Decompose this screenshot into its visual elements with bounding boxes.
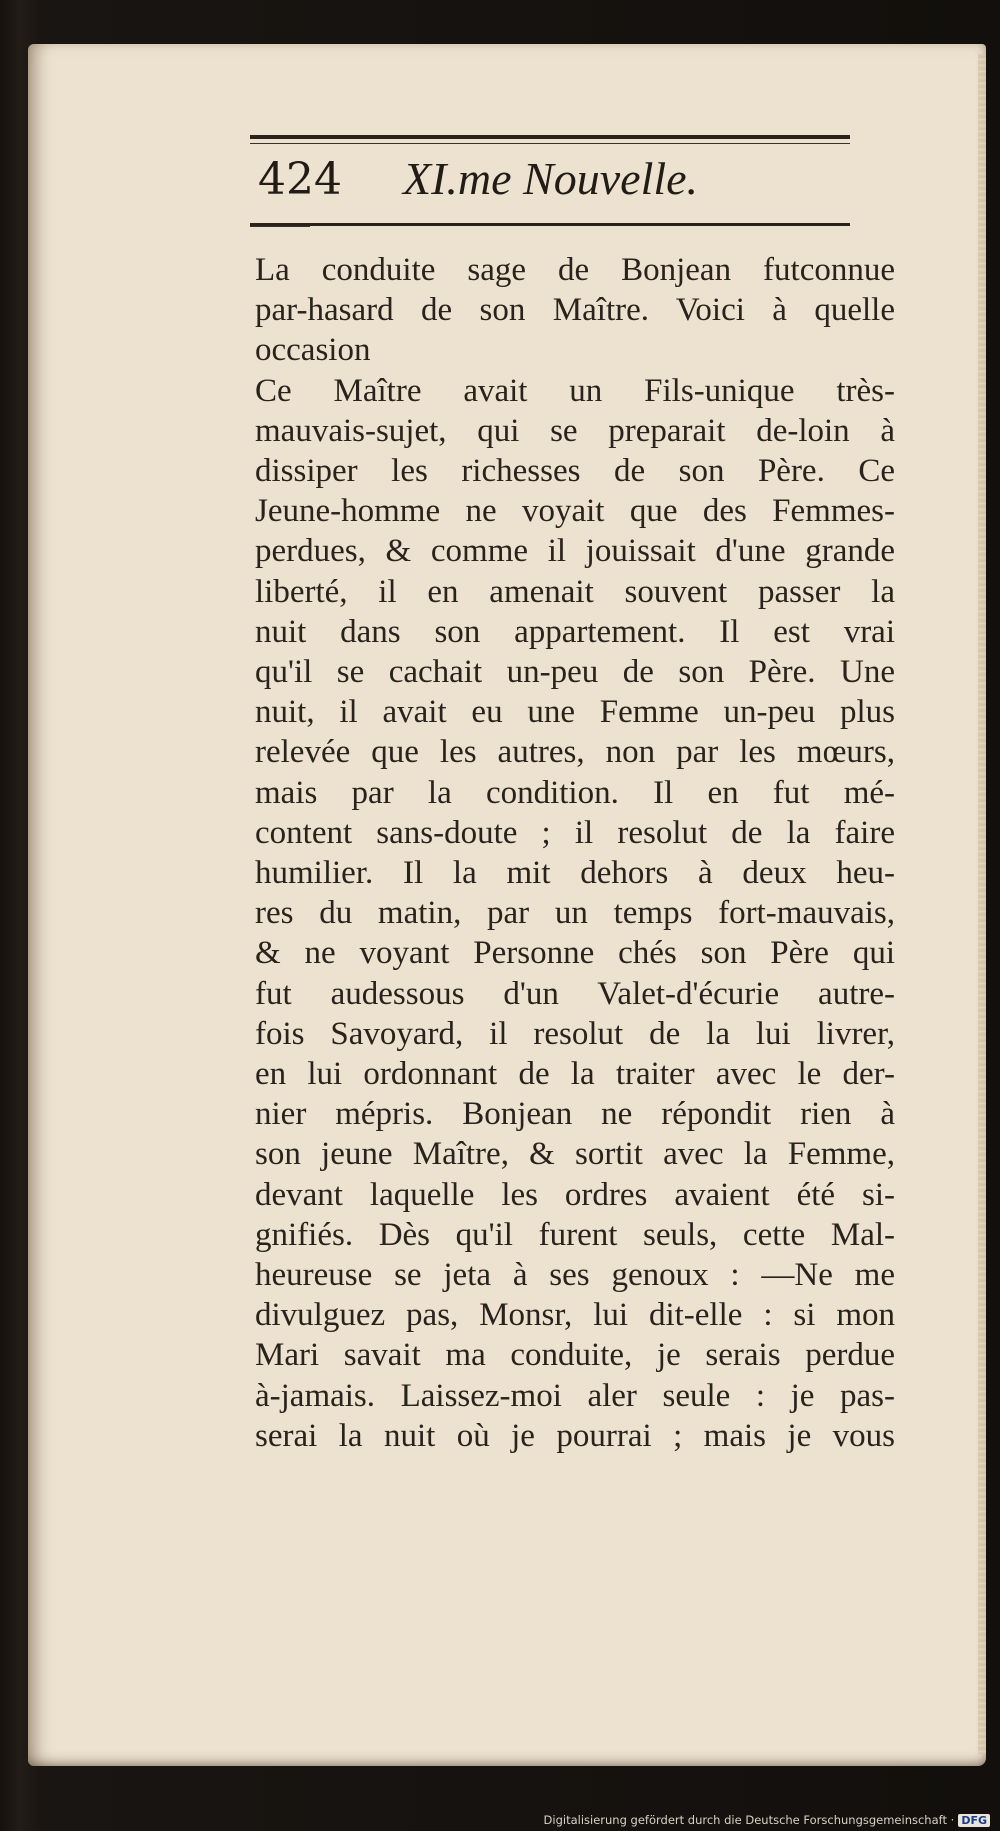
text-line: son jeune Maître, & sortit avec la Femme, xyxy=(255,1136,895,1173)
text-line: humilier. Il la mit dehors à deux heu- xyxy=(255,855,895,892)
header-rule-top xyxy=(250,135,850,139)
dfg-logo: DFG xyxy=(958,1814,990,1827)
text-line: fois Savoyard, il resolut de la lui livrer, xyxy=(255,1015,895,1052)
text-line: nuit dans son appartement. Il est vrai xyxy=(255,613,895,650)
digitization-credit xyxy=(544,1813,990,1827)
text-line: relevée que les autres, non par les mœurs, xyxy=(255,734,895,771)
text-line: res du matin, par un temps fort-mauvais, xyxy=(255,895,895,932)
running-title: XI.me Nouvelle. xyxy=(403,153,699,204)
text-line: La conduite sage de Bonjean futconnue xyxy=(255,252,895,288)
page-edge xyxy=(978,54,986,1754)
text-line: à-jamais. Laissez-moi aler seule : je pas- xyxy=(255,1377,895,1414)
text-line: par-hasard de son Maître. Voici à quelle xyxy=(255,292,895,329)
text-line: perdues, & comme il jouissait d'une grande xyxy=(255,533,895,570)
text-line: & ne voyant Personne chés son Père qui xyxy=(255,935,895,972)
header-rule-bottom-left xyxy=(250,226,310,227)
page-number: 424 xyxy=(258,154,342,205)
text-line: serai la nuit où je pourrai ; mais je vous xyxy=(255,1417,895,1454)
running-head xyxy=(248,150,858,212)
text-line: Mari savait ma conduite, je serais perdue xyxy=(255,1337,895,1374)
text-line: gnifiés. Dès qu'il furent seuls, cette Mal- xyxy=(255,1216,895,1253)
text-line: liberté, il en amenait souvent passer la xyxy=(255,573,895,610)
text-line: mauvais-sujet, qui se preparait de-loin à xyxy=(255,412,895,449)
text-line: qu'il se cachait un-peu de son Père. Une xyxy=(255,654,895,691)
header-rule-top-thin xyxy=(250,143,850,144)
text-line: nier mépris. Bonjean ne répondit rien à xyxy=(255,1096,895,1133)
text-line: Jeune-homme ne voyait que des Femmes- xyxy=(255,493,895,530)
text-line: Ce Maître avait un Fils-unique très- xyxy=(255,372,895,409)
text-line: dissiper les richesses de son Père. Ce xyxy=(255,453,895,490)
text-line: occasion xyxy=(255,332,371,369)
text-line: devant laquelle les ordres avaient été si- xyxy=(255,1176,895,1213)
text-line: en lui ordonnant de la traiter avec le der- xyxy=(255,1056,895,1093)
text-line: content sans-doute ; il resolut de la faire xyxy=(255,814,895,851)
text-line: divulguez pas, Monsr, lui dit-elle : si mon xyxy=(255,1297,895,1334)
text-line: fut audessous d'un Valet-d'écurie autre- xyxy=(255,975,895,1012)
credit-text: Digitalisierung gefördert durch die Deutsche Forschungsgemeinschaft · xyxy=(543,1813,955,1827)
text-line: heureuse se jeta à ses genoux : —Ne me xyxy=(255,1257,895,1294)
text-line: nuit, il avait eu une Femme un-peu plus xyxy=(255,694,895,731)
text-line: mais par la condition. Il en fut mé- xyxy=(255,774,895,811)
body-text xyxy=(255,250,895,1456)
header-rule-bottom xyxy=(250,223,850,226)
